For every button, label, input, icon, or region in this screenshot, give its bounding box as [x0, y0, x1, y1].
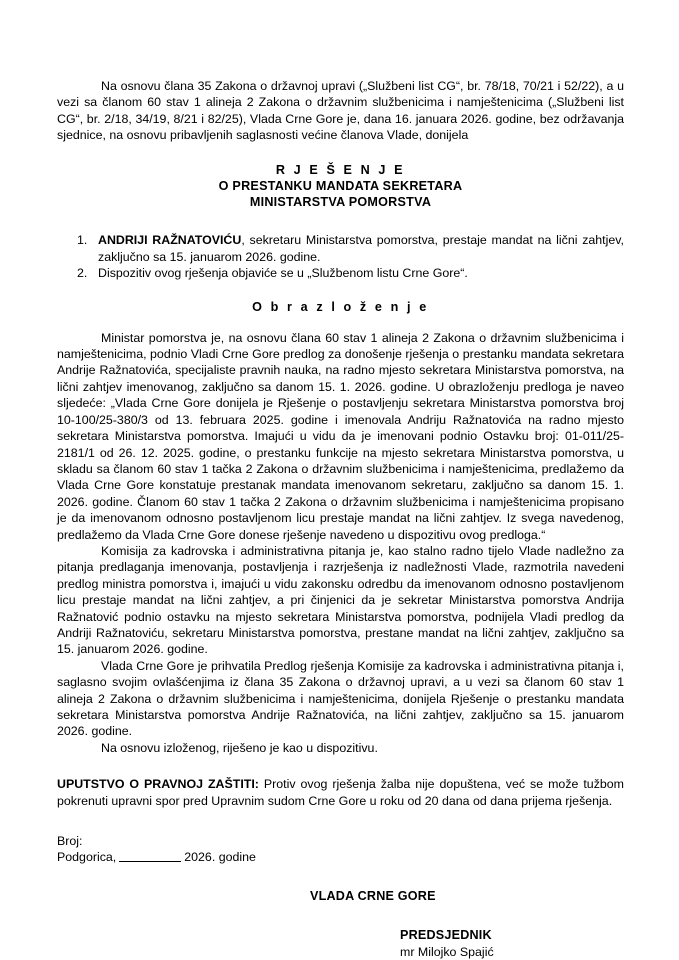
- dispositive-item-1: [57, 232, 624, 265]
- dispositive-item-2: [57, 265, 624, 281]
- legal-notice: [57, 776, 624, 809]
- dispositive-item-1-text: , sekretaru Ministarstva pomorstva, prestaje mandat na lični zahtjev, zaključno sa 15. januarom 2026. godine.: [98, 233, 624, 264]
- president-name: mr Milojko Spajić: [400, 944, 494, 959]
- legal-notice-label: UPUTSTVO O PRAVNOJ ZAŠTITI:: [57, 777, 259, 792]
- place-and-date-line: [57, 849, 624, 865]
- decision-title-block: [57, 162, 624, 211]
- dispositive-item-1-subject: ANDRIJI RAŽNATOVIĆU: [98, 233, 242, 248]
- government-label: VLADA CRNE GORE: [310, 888, 436, 903]
- decision-title-line-2: O PRESTANKU MANDATA SEKRETARA: [218, 178, 463, 193]
- reference-block: [57, 833, 624, 866]
- explanation-body: [57, 330, 624, 757]
- dispositive-item-1-number: 1.: [77, 233, 88, 248]
- place-label: Podgorica,: [57, 850, 117, 865]
- president-title: PREDSJEDNIK: [400, 928, 492, 943]
- intro-paragraph: Na osnovu člana 35 Zakona o državnoj upravi („Službeni list CG“, br. 78/18, 70/21 i 52/22), a u vezi sa članom 60 stav 1 alineja 2 Zakona o državnim službenicima i namještenicima („Službeni list CG“, br. 2/18, 34/19, 8/21 i 82/25), Vlada Crne Gore je, dana 16. januara 2026. godine, bez održavanja sjednice, na osnovu pribavljenih saglasnosti većine članova Vlade, donijela: [57, 79, 624, 143]
- dispositive-item-2-text: Dispozitiv ovog rješenja objaviće se u „Službenom listu Crne Gore“.: [98, 266, 468, 281]
- decision-title-line-3: MINISTARSTVA POMORSTVA: [249, 195, 432, 210]
- reference-number-label: Broj:: [57, 834, 83, 849]
- signature-block: [400, 927, 624, 960]
- legal-notice-text: Protiv ovog rješenja žalba nije dopuštena, već se može tužbom pokrenuti upravni spor pred Upravnim sudom Crne Gore u roku od 20 dana od dana prijema rješenja.: [57, 777, 624, 808]
- document-content: [57, 78, 624, 960]
- dispositive-list: [57, 232, 624, 281]
- year-label: 2026. godine: [184, 850, 256, 865]
- explanation-heading: O b r a z l o ž e n j e: [252, 300, 429, 315]
- date-blank-field: [119, 851, 181, 863]
- explanation-paragraph-2: Komisija za kadrovska i administrativna pitanja je, kao stalno radno tijelo Vlade nadležno za pitanja predlaganja imenovanja, postavljenja i razrješenja iz nadležnosti Vlade, razmotrila navedeni predlog ministra pomorstva i, imajući u vidu zakonsku odredbu da imenovanom odnosno postavljenom licu prestaje mandat na lični zahtjev, a pri činjenici da je sekretar Ministarstva pomorstva Andrija Ražnatović podnio ostavku na mjesto sekretara Ministarstva pomorstva, podnijela Vladi predlog da Andriji Ražnatoviću, sekretaru Ministarstva pomorstva, prestane mandat na lični zahtjev, zaključno sa 15. januarom 2026. godine.: [57, 543, 624, 657]
- decision-title-line-1: R J E Š E N J E: [275, 162, 406, 177]
- dispositive-item-2-number: 2.: [77, 266, 88, 281]
- explanation-paragraph-1: Ministar pomorstva je, na osnovu člana 60 stav 1 alineja 2 Zakona o državnim službenicima i namještenicima, podnio Vladi Crne Gore predlog za donošenje rješenja o prestanku mandata sekretara Andrije Ražnatovića, specijaliste pravnih nauka, na radno mjesto sekretara Ministarstva pomorstva, na lični zahtjev imenovanog, zaključno sa danom 15. 1. 2026. godine. U obrazloženju predloga je naveo sljedeće: „Vlada Crne Gore donijela je Rješenje o postavljenju sekretara Ministarstva pomorstva broj 10-100/25-380/3 od 13. februara 2025. godine i imenovala Andriju Ražnatovića na radno mjesto sekretara Ministarstva pomorstva. Imajući u vidu da je imenovani podnio Ostavku broj: 01-011/25-2181/1 od 26. 12. 2025. godine, o prestanku funkcije na mjesto sekretara Ministarstva pomorstva, u skladu sa članom 60 stav 1 tačka 2 Zakona o državnim službenicima i namještenicima, predlažemo da Vlada Crne Gore konstatuje prestanak mandata imenovanom sekretaru, zaključno sa danom 15. 1. 2026. godine. Članom 60 stav 1 tačka 2 Zakona o državnim službenicima i namještenicima propisano je da imenovanom odnosno postavljenom licu prestaje mandat na lični zahtjev. Iz svega navedenog, predlažemo da Vlada Crne Gore donese rješenje navedeno u dispozitivu ovog predloga.“: [57, 330, 624, 542]
- explanation-paragraph-3: Vlada Crne Gore je prihvatila Predlog rješenja Komisije za kadrovska i administrativna pitanja i, saglasno svojim ovlašćenjima iz člana 35 Zakona o državnoj upravi, a u vezi sa članom 60 stav 1 alineja 2 Zakona o državnim službenicima i namještenicima, donijela Rješenje o prestanku mandata sekretara Ministarstva pomorstva Andrije Ražnatovića, na lični zahtjev, zaključno sa 15. januarom 2026. godine.: [57, 658, 624, 739]
- explanation-paragraph-4: Na osnovu izloženog, riješeno je kao u dispozitivu.: [101, 740, 378, 755]
